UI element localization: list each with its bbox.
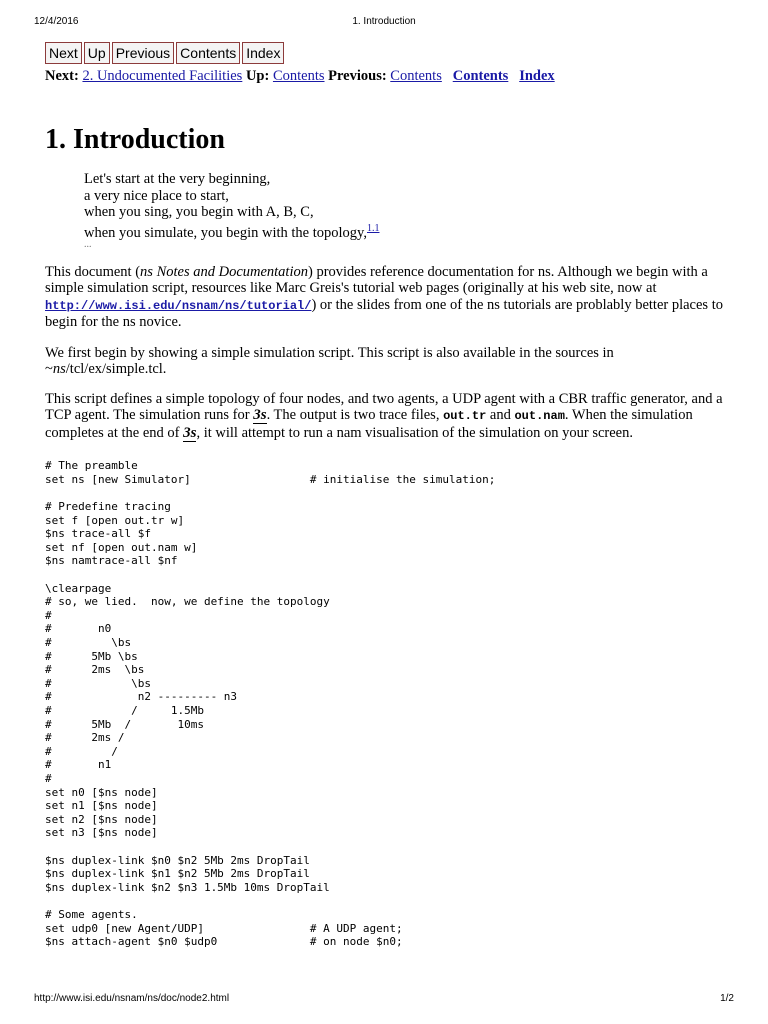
next-link[interactable]: 2. Undocumented Facilities (82, 68, 243, 84)
print-header (0, 16, 768, 30)
verse-line: a very nice place to start, (84, 187, 229, 204)
nav-button-bar (45, 42, 725, 64)
script-source-paragraph (45, 345, 725, 378)
next-label: Next: (45, 68, 79, 84)
topology-paragraph (45, 391, 725, 442)
index-link[interactable]: Index (519, 68, 555, 84)
text: , it will attempt to run a nam visualisation of the simulation on your screen. (196, 424, 633, 441)
text: /tcl/ex/simple.tcl. (65, 361, 167, 378)
text: This document ( (45, 263, 141, 280)
previous-button[interactable]: Previous (112, 42, 174, 64)
text: and (486, 407, 515, 424)
previous-link[interactable]: Contents (390, 68, 442, 84)
up-link[interactable]: Contents (272, 68, 325, 84)
previous-label: Previous: (328, 68, 387, 84)
print-footer (0, 993, 768, 1007)
text: . The output is two trace files, (266, 407, 444, 424)
print-url: http://www.isi.edu/nsnam/ns/doc/node2.html (34, 993, 230, 1004)
verse-line-text: when you simulate, you begin with the topology, (84, 224, 367, 241)
page-title: 1. Introduction (45, 124, 225, 155)
code-listing: # The preamble set ns [new Simulator] # initialise the simulation; # Predefine tracing set f [open out.tr w] $ns trace-all $f set nf [open out.nam w] $ns namtrace-all $nf \clearpage # so, we lied. now, we define the topology # # n0 # \bs # 5Mb \bs # 2ms \bs # \bs # n2 --------- n3 # / 1.5Mb # 5Mb / 10ms # 2ms / # / # n1 # set n0 [$ns node] set n1 [$ns node] set n2 [$ns node] set n3 [$ns node] $ns duplex-link $n0 $n2 5Mb 2ms DropTail $ns duplex-link $n1 $n2 5Mb 2ms DropTail $ns duplex-link $n2 $n3 1.5Mb 10ms DropTail # Some agents. set udp0 [new Agent/UDP] # A UDP agent; $ns attach-agent $n0 $udp0 # on node $n0; (45, 459, 496, 949)
ns-italic: ns (52, 361, 66, 378)
verse-line: when you sing, you begin with A, B, C, (84, 204, 314, 220)
verse-line: Let's start at the very beginning, (84, 171, 271, 187)
contents-link[interactable]: Contents (452, 68, 509, 84)
text: ) or the slides from one of the ns tutorials are problably better places to begin for the ns novice. (45, 296, 723, 331)
text: This script defines a simple topology of four nodes, and two agents, a UDP agent with a CBR traffic generator, and a TCP agent. The simulation runs for (45, 390, 723, 424)
text: . When the simulation completes at the end of (45, 407, 693, 441)
up-label: Up: (245, 68, 270, 84)
up-button[interactable]: Up (84, 42, 110, 64)
math-3s: 3s (253, 407, 267, 424)
tutorial-link[interactable]: http://www.isi.edu/nsnam/ns/tutorial/ (45, 298, 312, 313)
page-content (45, 42, 725, 949)
verse-ellipsis: ... (84, 238, 92, 250)
print-title: 1. Introduction (352, 16, 416, 27)
trace-file-name: out.tr (443, 409, 487, 424)
nam-file-name: out.nam (514, 409, 565, 424)
print-date: 12/4/2016 (34, 16, 79, 27)
doc-title-italic: ns Notes and Documentation (140, 263, 308, 280)
contents-button[interactable]: Contents (176, 42, 240, 64)
text: We first begin by showing a simple simulation script. This script is also available in the sources in ~ (45, 344, 614, 378)
math-3s: 3s (183, 424, 197, 441)
nav-links (45, 67, 725, 85)
print-page-number: 1/2 (720, 993, 734, 1004)
footnote-link[interactable]: 1.1 (366, 222, 380, 234)
index-button[interactable]: Index (242, 42, 284, 64)
verse-line (84, 221, 725, 241)
next-button[interactable]: Next (45, 42, 82, 64)
epigraph (84, 171, 725, 249)
intro-paragraph (45, 264, 725, 331)
text: ) provides reference documentation for ns. Although we begin with a simple simulation script, resources like Marc Greis's tutorial web pages (originally at his web site, now at (45, 263, 708, 297)
